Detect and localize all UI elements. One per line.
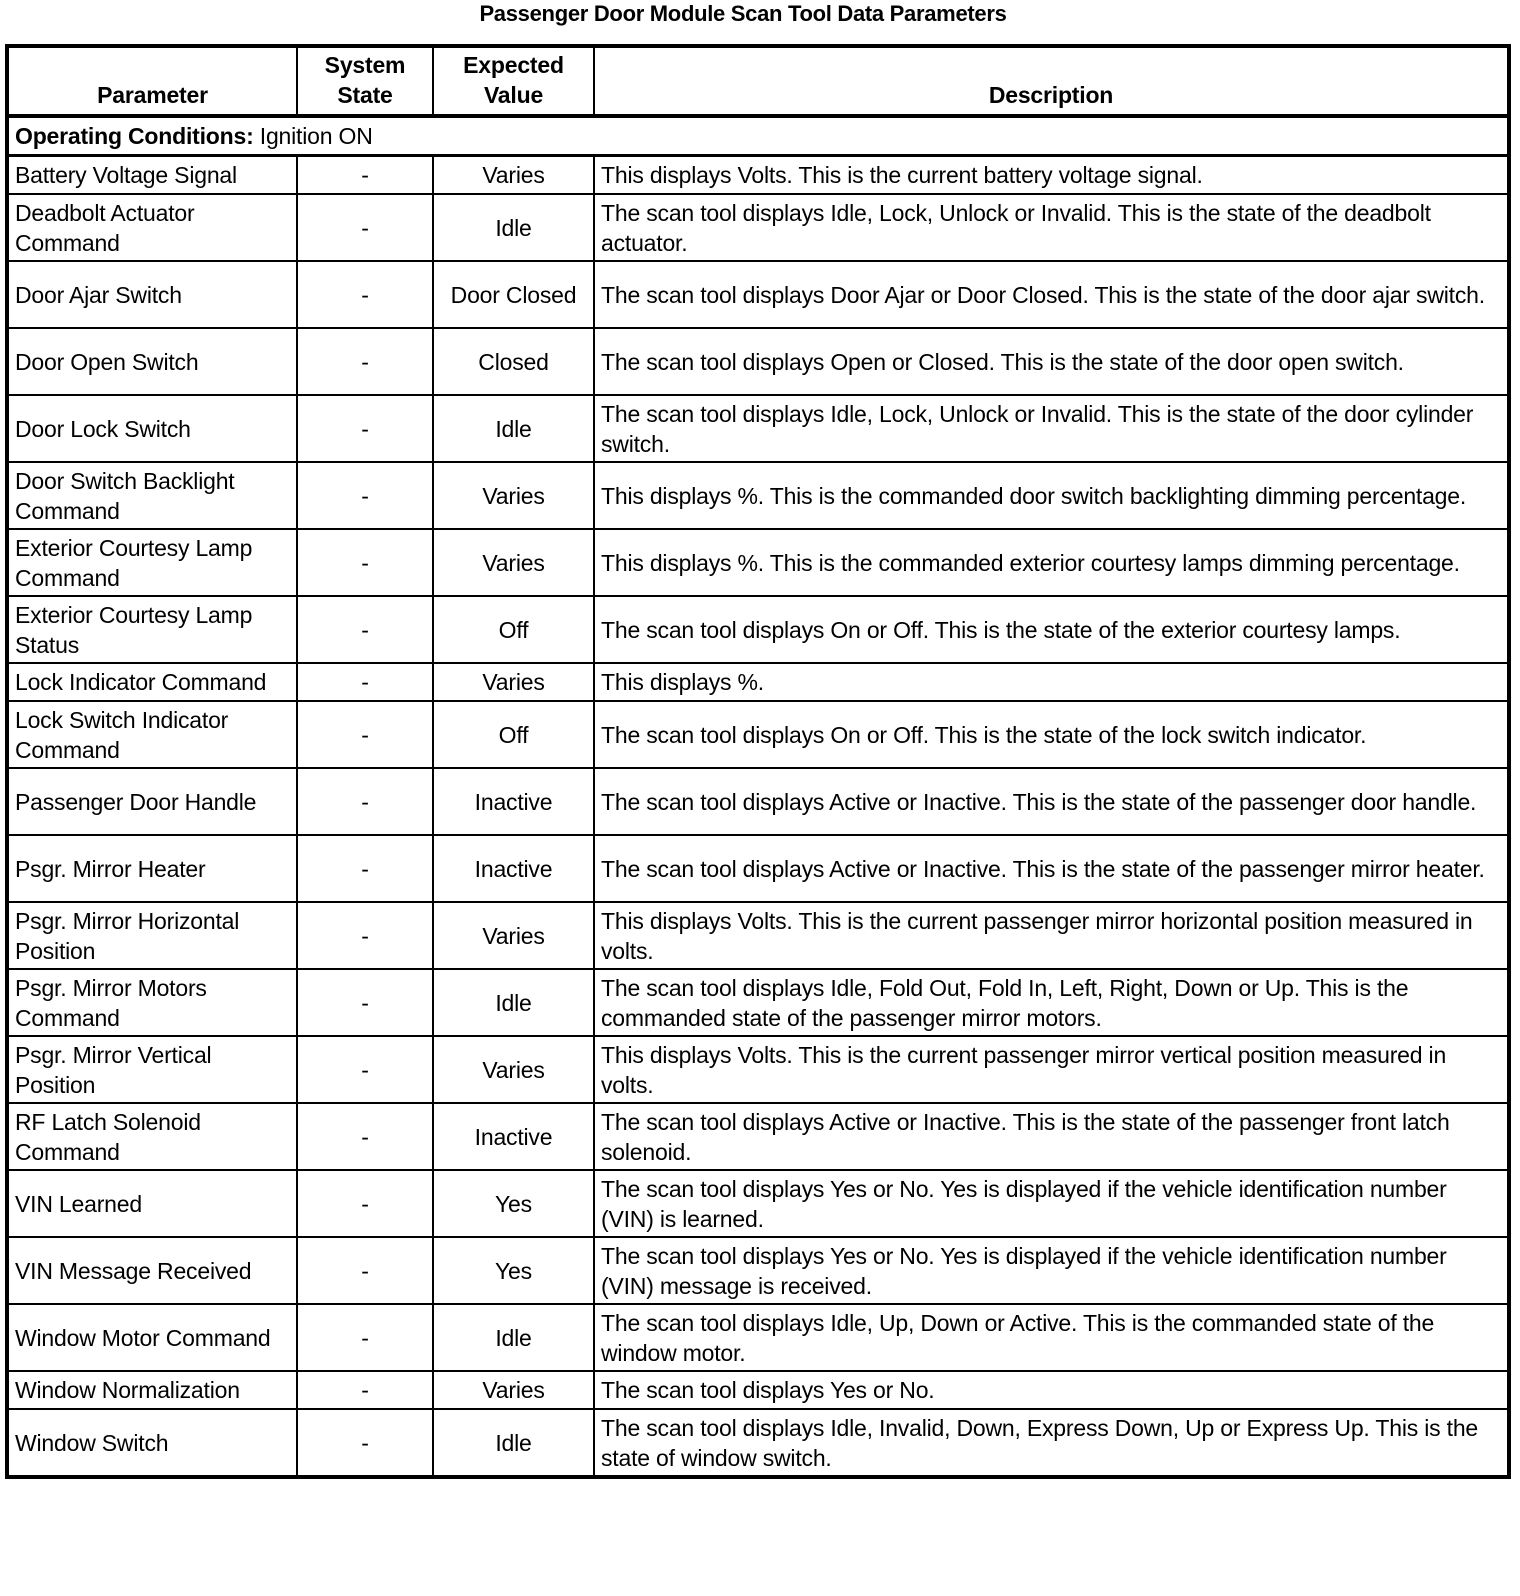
parameter-cell: Exterior Courtesy Lamp Status [7,596,297,663]
system-state-cell: - [297,1237,433,1304]
system-state-cell: - [297,701,433,768]
header-description: Description [594,46,1509,116]
operating-conditions-row [7,116,1509,156]
description-cell: The scan tool displays Yes or No. Yes is displayed if the vehicle identification number (VIN) is learned. [594,1170,1509,1237]
parameter-cell: Passenger Door Handle [7,768,297,835]
description-cell: The scan tool displays Yes or No. [594,1371,1509,1409]
table-row [7,835,1509,902]
parameter-cell: Window Normalization [7,1371,297,1409]
description-cell: This displays Volts. This is the current passenger mirror vertical position measured in volts. [594,1036,1509,1103]
description-cell: The scan tool displays Active or Inactive. This is the state of the passenger front latch solenoid. [594,1103,1509,1170]
expected-value-cell: Door Closed [433,261,594,328]
system-state-cell: - [297,1304,433,1371]
table-row [7,1371,1509,1409]
description-cell: This displays Volts. This is the current battery voltage signal. [594,156,1509,195]
expected-value-cell: Yes [433,1237,594,1304]
parameter-cell: Door Switch Backlight Command [7,462,297,529]
parameter-cell: Psgr. Mirror Vertical Position [7,1036,297,1103]
system-state-cell: - [297,1103,433,1170]
table-row [7,1036,1509,1103]
description-cell: This displays %. [594,663,1509,701]
system-state-cell: - [297,902,433,969]
table-row [7,1409,1509,1477]
parameter-cell: VIN Learned [7,1170,297,1237]
expected-value-cell: Varies [433,1036,594,1103]
system-state-cell: - [297,1371,433,1409]
description-cell: The scan tool displays Idle, Lock, Unlock or Invalid. This is the state of the deadbolt actuator. [594,194,1509,261]
system-state-cell: - [297,1036,433,1103]
parameter-cell: Window Switch [7,1409,297,1477]
table-row [7,328,1509,395]
description-cell: This displays %. This is the commanded exterior courtesy lamps dimming percentage. [594,529,1509,596]
expected-value-cell: Inactive [433,768,594,835]
description-cell: The scan tool displays Open or Closed. This is the state of the door open switch. [594,328,1509,395]
parameter-cell: Door Ajar Switch [7,261,297,328]
table-header-row [7,46,1509,116]
parameter-cell: Exterior Courtesy Lamp Command [7,529,297,596]
description-cell: The scan tool displays On or Off. This is the state of the exterior courtesy lamps. [594,596,1509,663]
parameter-cell: Window Motor Command [7,1304,297,1371]
table-row [7,529,1509,596]
parameter-cell: RF Latch Solenoid Command [7,1103,297,1170]
system-state-cell: - [297,529,433,596]
table-row [7,1170,1509,1237]
expected-value-cell: Off [433,701,594,768]
header-parameter: Parameter [7,46,297,116]
expected-value-cell: Idle [433,1409,594,1477]
scan-tool-data-table [5,44,1511,1479]
system-state-cell: - [297,768,433,835]
parameter-cell: Lock Indicator Command [7,663,297,701]
table-row [7,902,1509,969]
expected-value-cell: Closed [433,328,594,395]
description-cell: The scan tool displays Idle, Fold Out, Fold In, Left, Right, Down or Up. This is the commanded state of the passenger mirror motors. [594,969,1509,1036]
page-title: Passenger Door Module Scan Tool Data Parameters [479,1,1007,26]
system-state-cell: - [297,156,433,195]
parameter-cell: Psgr. Mirror Heater [7,835,297,902]
system-state-cell: - [297,328,433,395]
table-row [7,261,1509,328]
expected-value-cell: Inactive [433,1103,594,1170]
parameter-cell: Psgr. Mirror Motors Command [7,969,297,1036]
description-cell: The scan tool displays Idle, Lock, Unlock or Invalid. This is the state of the door cylinder switch. [594,395,1509,462]
expected-value-cell: Idle [433,395,594,462]
expected-value-cell: Varies [433,1371,594,1409]
description-cell: This displays %. This is the commanded door switch backlighting dimming percentage. [594,462,1509,529]
table-row [7,462,1509,529]
header-expected-value: Expected Value [433,46,594,116]
system-state-cell: - [297,1409,433,1477]
system-state-cell: - [297,395,433,462]
operating-conditions-value: Ignition ON [253,123,373,149]
system-state-cell: - [297,969,433,1036]
table-row [7,1304,1509,1371]
system-state-cell: - [297,596,433,663]
expected-value-cell: Varies [433,156,594,195]
table-row [7,768,1509,835]
system-state-cell: - [297,462,433,529]
table-row [7,156,1509,195]
table-row [7,663,1509,701]
expected-value-cell: Yes [433,1170,594,1237]
description-cell: This displays Volts. This is the current passenger mirror horizontal position measured in volts. [594,902,1509,969]
table-row [7,194,1509,261]
system-state-cell: - [297,261,433,328]
expected-value-cell: Varies [433,462,594,529]
table-row [7,969,1509,1036]
parameter-cell: Battery Voltage Signal [7,156,297,195]
expected-value-cell: Varies [433,529,594,596]
system-state-cell: - [297,835,433,902]
description-cell: The scan tool displays Idle, Invalid, Down, Express Down, Up or Express Up. This is the state of window switch. [594,1409,1509,1477]
parameter-cell: Psgr. Mirror Horizontal Position [7,902,297,969]
description-cell: The scan tool displays Idle, Up, Down or Active. This is the commanded state of the window motor. [594,1304,1509,1371]
expected-value-cell: Off [433,596,594,663]
parameter-cell: Door Lock Switch [7,395,297,462]
header-system-state: System State [297,46,433,116]
table-row [7,701,1509,768]
expected-value-cell: Idle [433,194,594,261]
operating-conditions-cell [7,116,1509,156]
parameter-cell: Lock Switch Indicator Command [7,701,297,768]
description-cell: The scan tool displays Door Ajar or Door Closed. This is the state of the door ajar switch. [594,261,1509,328]
description-cell: The scan tool displays Yes or No. Yes is displayed if the vehicle identification number (VIN) message is received. [594,1237,1509,1304]
description-cell: The scan tool displays Active or Inactive. This is the state of the passenger door handle. [594,768,1509,835]
description-cell: The scan tool displays On or Off. This is the state of the lock switch indicator. [594,701,1509,768]
system-state-cell: - [297,663,433,701]
table-row [7,1237,1509,1304]
parameter-cell: Deadbolt Actuator Command [7,194,297,261]
table-row [7,596,1509,663]
expected-value-cell: Idle [433,969,594,1036]
expected-value-cell: Idle [433,1304,594,1371]
system-state-cell: - [297,194,433,261]
parameter-cell: VIN Message Received [7,1237,297,1304]
expected-value-cell: Varies [433,663,594,701]
operating-conditions-label: Operating Conditions: [15,123,254,149]
system-state-cell: - [297,1170,433,1237]
parameter-cell: Door Open Switch [7,328,297,395]
description-cell: The scan tool displays Active or Inactive. This is the state of the passenger mirror heater. [594,835,1509,902]
expected-value-cell: Varies [433,902,594,969]
table-row [7,1103,1509,1170]
expected-value-cell: Inactive [433,835,594,902]
table-row [7,395,1509,462]
